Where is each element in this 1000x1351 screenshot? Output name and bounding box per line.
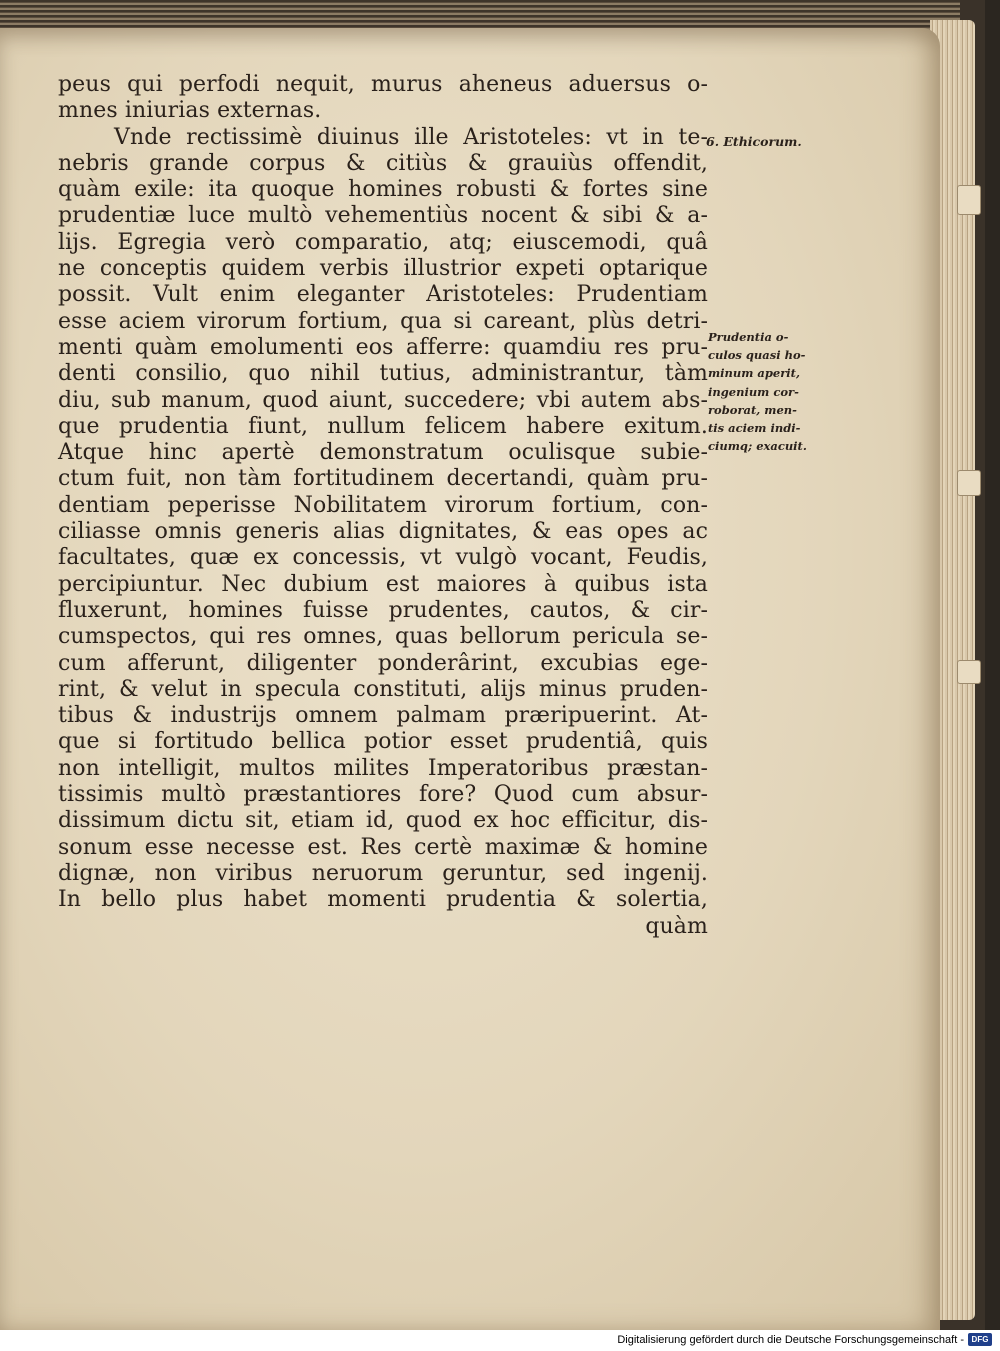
text-line: diu, sub manum, quod aiunt, succedere; vbi autem abs- [58,387,708,413]
text-line: tibus & industrijs omnem palmam præripuerint. At- [58,703,708,729]
text-line: nebris grande corpus & citiùs & grauiùs offendit, [58,150,708,176]
text-line: cumspectos, qui res omnes, quas bellorum pericula se- [58,624,708,650]
text-line: In bello plus habet momenti prudentia & solertia, [58,887,708,913]
text-line: Atque hinc apertè demonstratum oculisque subie- [58,440,708,466]
text-line: ciliasse omnis generis alias dignitates, & eas opes ac [58,519,708,545]
text-line: lijs. Egregia verò comparatio, atq; eiuscemodi, quâ [58,229,708,255]
text-line: cum afferunt, diligenter ponderârint, excubias ege- [58,650,708,676]
gloss-line: ingenium cor- [708,384,799,399]
bookmark-tab [957,660,981,684]
text-line: ne conceptis quidem verbis illustrior expeti optarique [58,256,708,282]
bookmark-tab [957,470,981,496]
dfg-logo: DFG [968,1333,992,1346]
text-line: quàm exile: ita quoque homines robusti & fortes sine [58,177,708,203]
margin-note-gloss [708,328,820,455]
text-line: prudentiæ luce multò vehementiùs nocent & sibi & a- [58,203,708,229]
text-line: rint, & velut in specula constituti, alijs minus pruden- [58,676,708,702]
catchword: quàm [645,913,708,939]
text-line: tissimis multò præstantiores fore? Quod cum absur- [58,782,708,808]
body-text [58,72,708,940]
text-line: dignæ, non viribus neruorum geruntur, sed ingenij. [58,860,708,886]
gloss-line: ciumq; exacuit. [708,439,807,454]
gloss-line: Prudentia o- [708,330,789,344]
bookmark-tab [957,185,981,215]
margin-note-reference: 6. Ethicorum. [706,134,802,149]
text-line: mnes iniurias externas. [58,98,322,124]
text-line: facultates, quæ ex concessis, vt vulgò vocant, Feudis, [58,545,708,571]
text-line: denti consilio, quo nihil tutius, administrantur, tàm [58,361,708,387]
text-line: percipiuntur. Nec dubium est maiores à quibus ista [58,571,708,597]
gloss-line: tis aciem indi- [708,421,801,436]
text-line: esse aciem virorum fortium, qua si careant, plùs detri- [58,308,708,334]
text-line: peus qui perfodi nequit, murus aheneus aduersus o- [58,72,708,97]
funding-credit: Digitalisierung gefördert durch die Deutsche Forschungsgemeinschaft - [617,1334,964,1346]
text-line: dissimum dictu sit, etiam id, quod ex hoc efficitur, dis- [58,808,708,834]
text-line: que prudentia fiunt, nullum felicem habere exitum. [58,413,708,439]
text-line: dentiam peperisse Nobilitatem virorum fortium, con- [58,492,708,518]
text-line: possit. Vult enim eleganter Aristoteles: Prudentiam [58,282,708,308]
text-line: que si fortitudo bellica potior esset prudentiâ, quis [58,729,708,755]
text-line: menti quàm emolumenti eos afferre: quamdiu res pru- [58,334,708,360]
gloss-line: minum aperit, [708,366,800,381]
gloss-line: culos quasi ho- [708,348,806,363]
text-line: ctum fuit, non tàm fortitudinem decertandi, quàm pru- [58,466,708,492]
footer-bar [0,1330,1000,1351]
text-line: fluxerunt, homines fuisse prudentes, cautos, & cir- [58,597,708,623]
text-line: Vnde rectissimè diuinus ille Aristoteles: vt in te- [114,124,708,150]
gloss-line: roborat, men- [708,402,797,417]
text-line: sonum esse necesse est. Res certè maximæ & homine [58,834,708,860]
text-line: non intelligit, multos milites Imperatoribus præstan- [58,755,708,781]
